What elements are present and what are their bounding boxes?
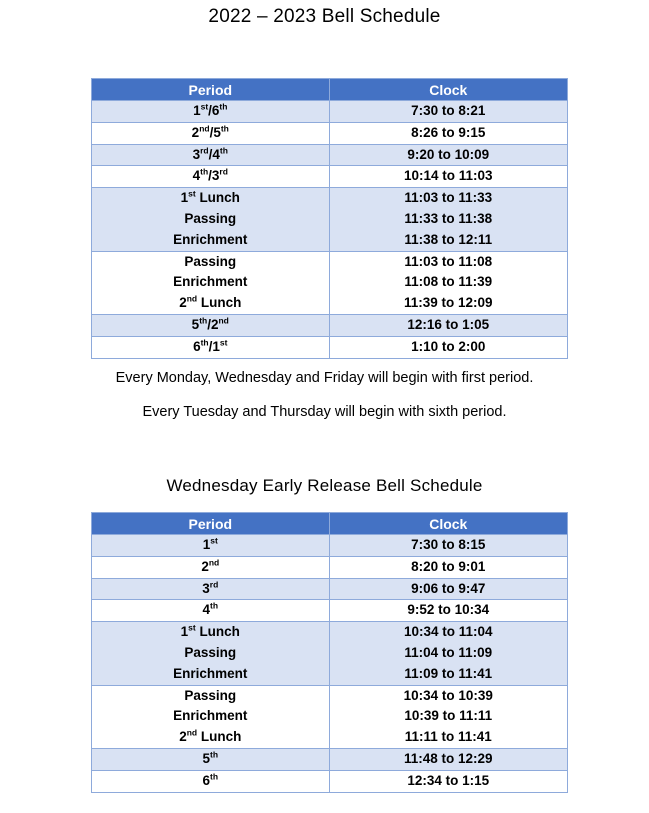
clock-cell: [329, 600, 567, 622]
clock-cell: [329, 101, 567, 123]
note-first-period: Every Monday, Wednesday and Friday will begin with first period.: [115, 370, 534, 386]
ordinal-suffix: nd: [208, 557, 220, 568]
period-line: [92, 145, 329, 166]
clock-time: 12:16 to 1:05: [407, 316, 490, 332]
period-text: Lunch: [197, 729, 242, 745]
period-line: [92, 101, 329, 122]
clock-time: 11:08 to 11:39: [404, 274, 493, 290]
period-cell: [92, 251, 330, 314]
clock-time: 11:09 to 11:41: [404, 665, 493, 681]
period-cell: [92, 166, 330, 188]
clock-time: 11:38 to 12:11: [404, 231, 493, 247]
ordinal-suffix: rd: [200, 145, 209, 156]
period-line: [92, 166, 329, 187]
clock-cell: [329, 144, 567, 166]
ordinal-suffix: nd: [199, 123, 210, 134]
ordinal-suffix: st: [188, 188, 196, 199]
table-row: [92, 101, 568, 123]
table-row: [92, 144, 568, 166]
ordinal-suffix: rd: [219, 166, 228, 177]
period-line: [92, 600, 329, 621]
table-row: [92, 251, 568, 314]
period-text: /3: [208, 168, 220, 184]
wednesday-schedule-body: [92, 535, 568, 793]
table-row: [92, 578, 568, 600]
regular-schedule-body: [92, 101, 568, 359]
clock-time: 8:26 to 9:15: [411, 124, 486, 140]
table-header-row: [92, 79, 568, 101]
note-sixth-period: Every Tuesday and Thursday will begin with sixth period.: [142, 404, 507, 420]
table-row: [92, 556, 568, 578]
ordinal-suffix: st: [210, 535, 218, 546]
clock-time: 9:52 to 10:34: [407, 602, 490, 618]
clock-cell: [329, 188, 567, 251]
period-text: Passing: [184, 253, 237, 269]
period-line: [92, 209, 329, 230]
table-row: [92, 748, 568, 770]
period-line: [92, 686, 329, 707]
period-text: 1: [180, 624, 189, 640]
period-line: [92, 579, 329, 600]
period-line: [92, 293, 329, 314]
period-text: /6: [208, 103, 220, 118]
period-text: 4: [202, 602, 211, 618]
period-text: 1: [202, 537, 211, 552]
period-text: Enrichment: [173, 665, 248, 681]
period-text: 4: [192, 168, 201, 184]
clock-cell: [329, 748, 567, 770]
period-text: Lunch: [195, 190, 240, 206]
clock-cell: [329, 166, 567, 188]
clock-time: 11:11 to 11:41: [404, 729, 492, 745]
period-text: 2: [191, 124, 200, 140]
clock-cell: [329, 770, 567, 792]
period-cell: [92, 144, 330, 166]
clock-cell: [329, 556, 567, 578]
period-line: [92, 188, 329, 209]
period-cell: [92, 188, 330, 251]
clock-header: Clock: [329, 513, 567, 535]
table-row: [92, 166, 568, 188]
period-line: [92, 272, 329, 293]
period-text: 3: [192, 146, 201, 162]
period-text: 2: [179, 295, 187, 311]
period-cell: [92, 314, 330, 336]
period-text: 2: [179, 729, 187, 745]
ordinal-suffix: th: [219, 101, 228, 112]
ordinal-suffix: th: [219, 145, 228, 156]
ordinal-suffix: th: [200, 337, 209, 348]
page-title: 2022 – 2023 Bell Schedule: [208, 6, 441, 27]
table-row: [92, 314, 568, 336]
period-line: [92, 230, 329, 251]
period-text: Enrichment: [173, 231, 248, 247]
period-cell: [92, 622, 330, 685]
ordinal-suffix: rd: [209, 579, 219, 590]
period-cell: [92, 600, 330, 622]
period-line: [92, 252, 329, 273]
clock-time: 11:03 to 11:08: [404, 253, 493, 269]
clock-time: 10:34 to 11:04: [403, 624, 493, 640]
table-row: [92, 600, 568, 622]
period-line: [92, 557, 329, 578]
clock-cell: [329, 122, 567, 144]
period-line: [92, 706, 329, 727]
period-cell: [92, 122, 330, 144]
clock-cell: [329, 578, 567, 600]
period-cell: [92, 101, 330, 123]
period-text: /4: [208, 146, 220, 162]
period-line: [92, 535, 329, 556]
period-line: [92, 315, 329, 336]
clock-time: 10:14 to 11:03: [403, 168, 493, 184]
period-line: [92, 643, 329, 664]
period-text: /2: [207, 316, 219, 332]
period-text: 5: [202, 750, 211, 766]
period-line: [92, 123, 329, 144]
clock-cell: [329, 251, 567, 314]
period-text: /5: [209, 124, 221, 140]
period-line: [92, 664, 329, 685]
ordinal-suffix: nd: [186, 727, 198, 738]
period-line: [92, 337, 329, 358]
clock-time: 12:34 to 1:15: [407, 772, 490, 788]
clock-time: 8:20 to 9:01: [411, 558, 486, 574]
clock-time: 9:20 to 10:09: [407, 146, 490, 162]
ordinal-suffix: st: [188, 622, 196, 633]
ordinal-suffix: th: [220, 123, 229, 134]
table-header-row: [92, 513, 568, 535]
clock-time: 10:34 to 10:39: [403, 687, 493, 703]
ordinal-suffix: th: [200, 166, 209, 177]
clock-time: 7:30 to 8:15: [411, 537, 486, 552]
period-cell: [92, 535, 330, 557]
wednesday-schedule-title: Wednesday Early Release Bell Schedule: [166, 476, 483, 495]
period-header: Period: [92, 513, 330, 535]
period-text: Passing: [184, 210, 237, 226]
clock-cell: [329, 685, 567, 748]
period-header: Period: [92, 79, 330, 101]
period-line: [92, 622, 329, 643]
ordinal-suffix: th: [199, 315, 208, 326]
table-row: [92, 685, 568, 748]
clock-time: 1:10 to 2:00: [411, 338, 486, 354]
period-text: 2: [201, 558, 209, 574]
clock-cell: [329, 336, 567, 358]
clock-time: 11:48 to 12:29: [403, 750, 493, 766]
period-text: 6: [193, 338, 201, 354]
clock-cell: [329, 535, 567, 557]
period-line: [92, 771, 329, 792]
table-row: [92, 188, 568, 251]
ordinal-suffix: st: [200, 101, 209, 112]
period-cell: [92, 748, 330, 770]
clock-time: 10:39 to 11:11: [404, 708, 493, 724]
period-text: 5: [191, 316, 200, 332]
table-row: [92, 622, 568, 685]
clock-time: 11:33 to 11:38: [404, 210, 493, 226]
clock-header: Clock: [329, 79, 567, 101]
ordinal-suffix: nd: [218, 315, 229, 326]
period-cell: [92, 336, 330, 358]
clock-time: 7:30 to 8:21: [411, 103, 486, 118]
period-text: /1: [208, 338, 220, 354]
ordinal-suffix: th: [210, 771, 219, 782]
clock-time: 11:04 to 11:09: [404, 644, 493, 660]
ordinal-suffix: th: [210, 749, 219, 760]
table-row: [92, 770, 568, 792]
table-row: [92, 336, 568, 358]
period-text: 6: [202, 772, 211, 788]
clock-time: 9:06 to 9:47: [411, 580, 486, 596]
table-row: [92, 122, 568, 144]
period-text: 3: [202, 580, 210, 596]
period-line: [92, 727, 329, 748]
period-text: Passing: [184, 644, 237, 660]
period-text: 1: [193, 103, 201, 118]
ordinal-suffix: th: [210, 600, 219, 611]
period-text: Passing: [184, 687, 237, 703]
period-text: Lunch: [195, 624, 240, 640]
table-row: [92, 535, 568, 557]
period-cell: [92, 770, 330, 792]
period-text: Enrichment: [173, 274, 248, 290]
ordinal-suffix: nd: [186, 293, 198, 304]
period-text: Lunch: [197, 295, 242, 311]
clock-time: 11:39 to 12:09: [403, 295, 493, 311]
wednesday-schedule-table: [91, 512, 568, 793]
period-cell: [92, 685, 330, 748]
period-line: [92, 749, 329, 770]
clock-cell: [329, 314, 567, 336]
period-cell: [92, 556, 330, 578]
regular-schedule-table: [91, 78, 568, 359]
clock-time: 11:03 to 11:33: [404, 190, 493, 206]
period-text: Enrichment: [173, 708, 248, 724]
ordinal-suffix: st: [219, 337, 228, 348]
clock-cell: [329, 622, 567, 685]
period-cell: [92, 578, 330, 600]
period-text: 1: [180, 190, 189, 206]
